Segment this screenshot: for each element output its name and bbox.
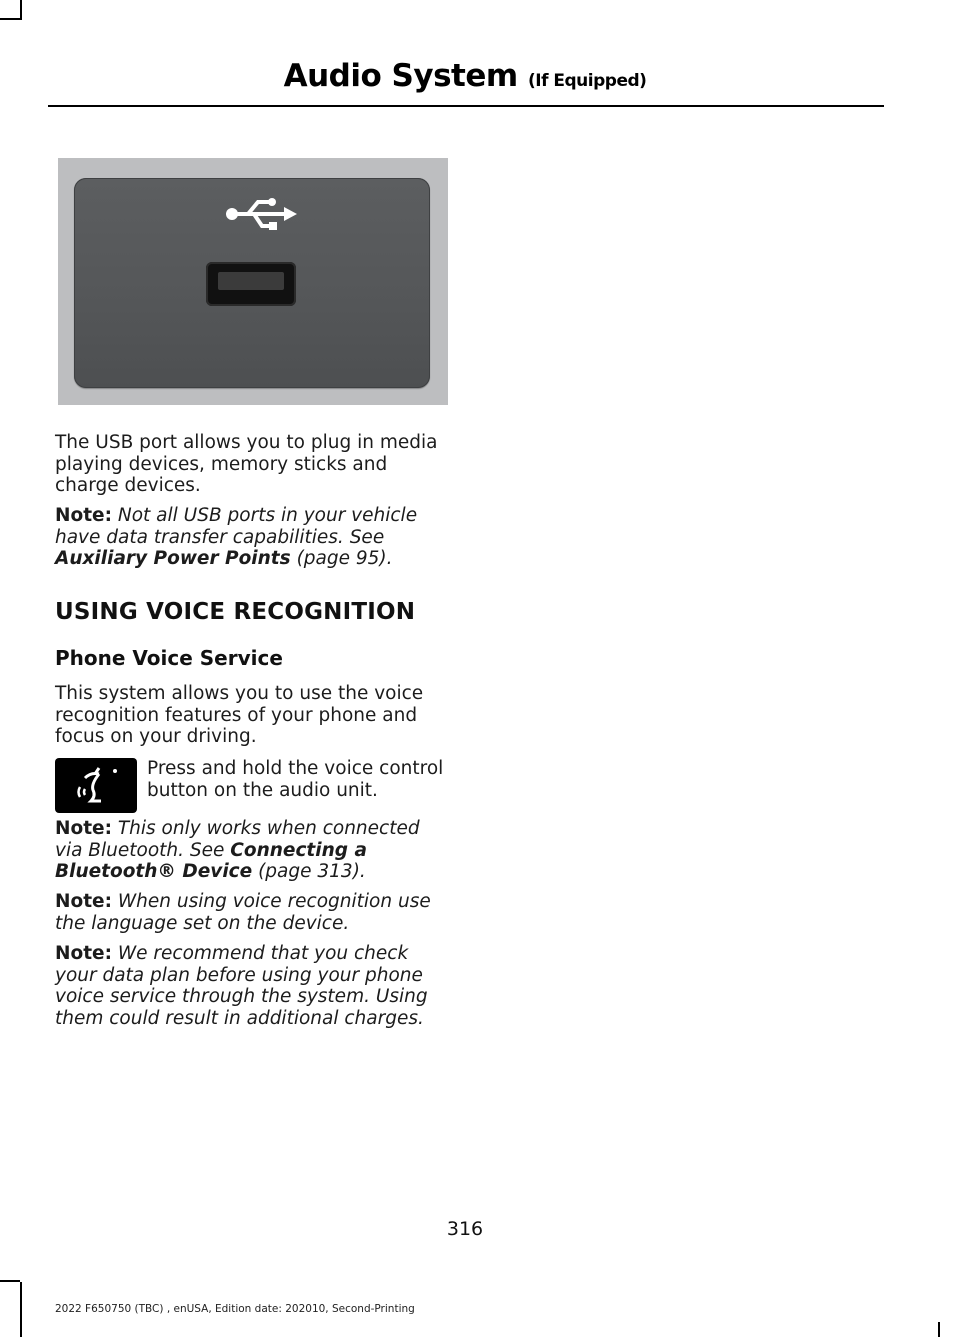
footer-edition: 2022 F650750 (TBC) , enUSA, Edition date: 202010, Second-Printing (55, 1303, 415, 1315)
note-label: Note: (55, 943, 112, 964)
press-hold-paragraph: Press and hold the voice control button on the audio unit. (147, 758, 444, 801)
voice-intro-paragraph: This system allows you to use the voice recognition features of your phone and focus on your driving. (55, 683, 424, 747)
crop-mark (20, 0, 22, 20)
page-reference: (page 313). (258, 861, 366, 882)
crop-mark (20, 1282, 22, 1337)
subsection-title: Phone Voice Service (55, 646, 283, 670)
link-connecting-bluetooth-device[interactable]: Connecting a Bluetooth® Device (55, 839, 367, 882)
note-text: This only works when connected via Bluetooth. See (55, 818, 420, 861)
note-text: When using voice recognition use the language set on the device. (55, 891, 431, 934)
note-data-plan (55, 943, 450, 1029)
section-title: USING VOICE RECOGNITION (55, 599, 416, 625)
usb-port-socket (206, 262, 296, 306)
usb-icon (222, 196, 302, 232)
note-text: Not all USB ports in your vehicle have data transfer capabilities. See (55, 505, 418, 548)
usb-panel (74, 178, 430, 388)
note-label: Note: (55, 505, 112, 526)
note-language (55, 891, 450, 934)
voice-control-icon (55, 758, 137, 813)
usb-port-figure (58, 158, 448, 405)
header-title: Audio System (283, 58, 518, 94)
header-subtitle: (If Equipped) (527, 71, 647, 91)
crop-mark (938, 1322, 940, 1337)
note-label: Note: (55, 818, 112, 839)
note-bluetooth (55, 818, 450, 883)
usb-port-paragraph: The USB port allows you to plug in media playing devices, memory sticks and charge devices. (55, 432, 438, 496)
page-header (0, 58, 930, 94)
note-text: We recommend that you check your data plan before using your phone voice service through the system. Using them could result in additional charges. (55, 943, 428, 1029)
page-reference: (page 95). (296, 548, 393, 569)
usb-port-tongue (218, 272, 284, 290)
link-auxiliary-power-points[interactable]: Auxiliary Power Points (55, 548, 291, 569)
crop-mark (0, 1280, 20, 1282)
crop-mark (0, 18, 20, 20)
note-label: Note: (55, 891, 112, 912)
page-number: 316 (446, 1218, 484, 1240)
note-usb-data (55, 505, 450, 570)
voice-control-button-image (55, 758, 137, 813)
header-rule (48, 105, 884, 107)
